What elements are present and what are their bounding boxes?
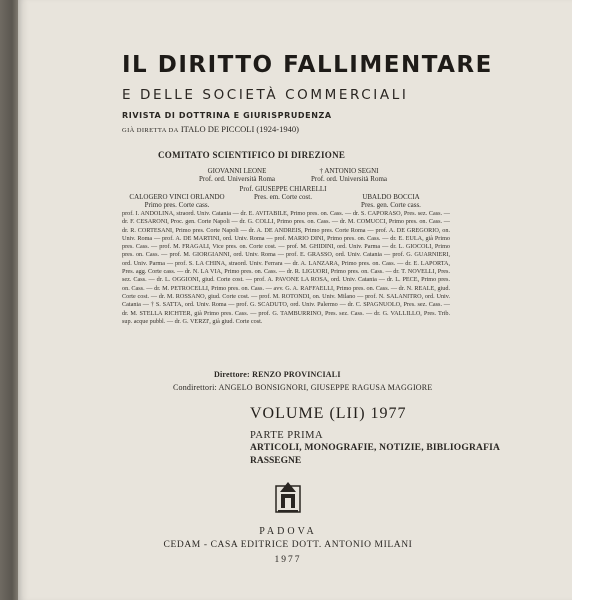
member-role: Pres. gen. Corte cass.	[361, 201, 421, 209]
committee-member-vinci	[122, 193, 232, 209]
contents-line: ARTICOLI, MONOGRAFIE, NOTIZIE, BIBLIOGRAFIA	[250, 443, 501, 453]
book-spine-shadow	[0, 0, 20, 600]
former-director-line	[122, 124, 299, 134]
committee-member-chiarelli	[218, 185, 348, 201]
member-name: CALOGERO VINCI ORLANDO	[129, 193, 225, 201]
member-name: UBALDO BOCCIA	[362, 193, 420, 201]
publisher-name: CEDAM - CASA EDITRICE DOTT. ANTONIO MILANI	[163, 540, 413, 550]
former-director-years: (1924-1940)	[256, 124, 299, 134]
committee-member-leone	[182, 167, 292, 183]
member-role: Primo pres. Corte cass.	[144, 201, 210, 209]
former-director-prefix: GIÀ DIRETTA DA	[122, 127, 179, 134]
director-line: Direttore: RENZO PROVINCIALI	[214, 370, 341, 379]
committee-heading: COMITATO SCIENTIFICO DI DIREZIONE	[158, 150, 346, 160]
member-name: GIOVANNI LEONE	[207, 167, 267, 175]
committee-member-segni	[294, 167, 404, 183]
member-name: † ANTONIO SEGNI	[319, 167, 379, 175]
publication-year: 1977	[274, 555, 302, 565]
committee-member-boccia	[336, 193, 446, 209]
member-role: Prof. ord. Università Roma	[310, 175, 387, 183]
publisher-city: PADOVA	[259, 526, 317, 537]
journal-subtitle: E DELLE SOCIETÀ COMMERCIALI	[122, 87, 409, 103]
right-margin	[572, 0, 600, 600]
member-name: Prof. GIUSEPPE CHIARELLI	[239, 185, 327, 193]
member-role: Prof. ord. Università Roma	[198, 175, 275, 183]
co-directors-line: Condirettori: ANGELO BONSIGNORI, GIUSEPPE RAGUSA MAGGIORE	[173, 383, 433, 392]
committee-members-list: prof. I. ANDOLINA, straord. Univ. Catania — dr. E. AVITABILE, Primo pres. on. Cass. — dr. S. CAPORASO, Pres. sez. Cass. — dr. F. CESARONI, Proc. gen. Corte Napoli — dr. G. COLLI, Primo pres. on. Cass. — dr. M. COMUCCI, Primo pres. on. Cass. — dr. R. CORTESANI, Primo pres. Corte Napoli — dr. A. DE ANDREIS, Primo pres. Corte Roma — prof. A. DE GREGORIO, on. Univ. Roma — prof. A. DE MARTINI, ord. Univ. Roma — prof. MARIO DINI, Primo pres. on. Cass. — dr. E. EULA, già Primo pres. Cass. — prof. M. FRAGALI, Vice pres. on. Corte cost. — prof. M. GHIDINI, ord. Univ. Parma — dr. L. GIOCOLI, Primo pres. on. Cass. — prof. M. GIORGIANNI, ord. Univ. Roma — prof. E. GRASSO, ord. Univ. Catania — prof. G. GUARNIERI, ord. Univ. Parma — prof. S. LA CHINA, straord. Univ. Ferrara — dr. A. LANZARA, Primo pres. on. Cass. — dr. E. LAPORTA, Pres. agg. Corte cass. — dr. N. LA VIA, Primo pres. on. Cass. — dr. R. LIGUORI, Primo pres. on. Cass. — dr. T. NOVELLI, Pres. sez. Cass. — dr. L. OGGIONI, giud. Corte cost. — prof. A. PAVONE LA ROSA, ord. Univ. Catania — dr. L. PECE, Primo pres. on. Cass. — dr. M. PETROCELLI, Primo pres. on. Cass. — avv. G. A. RAFFAELLI, Primo pres. on. Cass. — dr. N. REALE, giud. Corte cost. — dr. M. ROSSANO, giud. Corte cost. — prof. M. ROTONDI, on. Univ. Milano — prof. N. SALANITRO, ord. Univ. Catania — † S. SATTA, ord. Univ. Roma — prof. G. SCADUTO, ord. Univ. Palermo — dr. C. SPAGNUOLO, Pres. sez. Cass. — dr. M. STELLA RICHTER, già Primo pres. Cass. — prof. G. TAMBURRINO, Pres. sez. Cass. — dr. G. VALLILLO, Pres. Trib. sup. acque pubbl. — dr. G. VERZI', già giud. Corte cost.	[122, 210, 450, 325]
publisher-emblem-icon	[270, 478, 306, 514]
title-page	[18, 0, 572, 600]
contents-line-rassegne: RASSEGNE	[250, 456, 302, 466]
journal-description: RIVISTA DI DOTTRINA E GIURISPRUDENZA	[122, 111, 332, 120]
volume-heading: VOLUME (LII) 1977	[250, 405, 407, 422]
journal-title: IL DIRITTO FALLIMENTARE	[122, 52, 493, 78]
former-director-name: ITALO DE PICCOLI	[180, 124, 255, 134]
member-role: Pres. em. Corte cost.	[254, 193, 312, 201]
part-heading: PARTE PRIMA	[250, 430, 324, 441]
